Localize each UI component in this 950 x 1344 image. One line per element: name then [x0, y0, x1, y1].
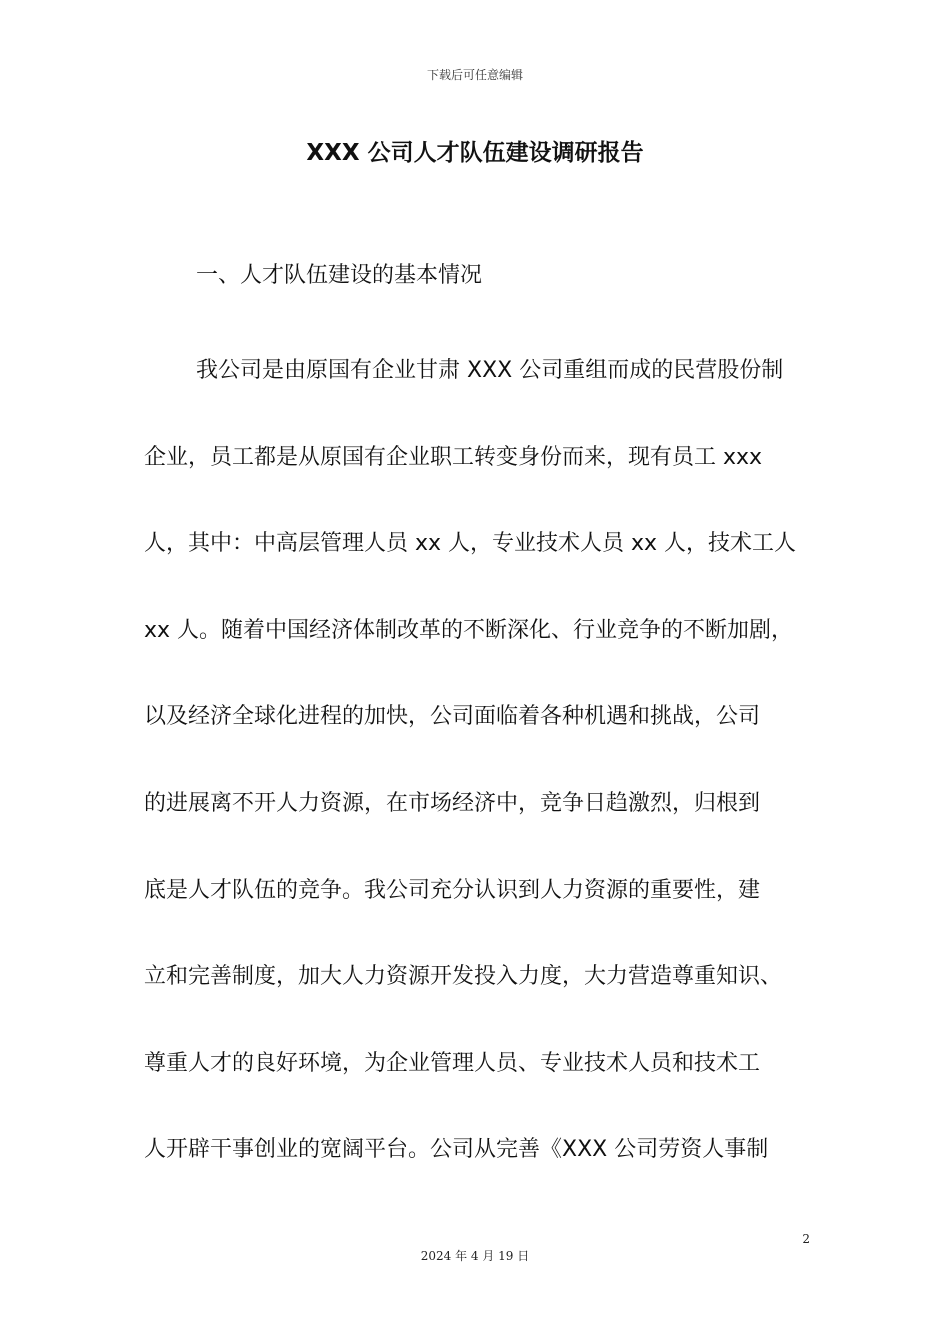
paragraph-line: 尊重人才的良好环境，为企业管理人员、专业技术人员和技术工: [144, 1050, 761, 1076]
paragraph-line: xx 人。随着中国经济体制改革的不断深化、行业竞争的不断加剧，: [144, 617, 794, 643]
body-paragraph: [144, 328, 809, 1194]
paragraph-line: 以及经济全球化进程的加快，公司面临着各种机遇和挑战，公司: [144, 704, 761, 730]
paragraph-line: 底是人才队伍的竞争。我公司充分认识到人力资源的重要性，建: [144, 877, 761, 903]
page-number: 2: [802, 1232, 810, 1246]
header-note: 下载后可任意编辑: [426, 68, 523, 82]
paragraph-line: 立和完善制度，加大人力资源开发投入力度，大力营造尊重知识、: [144, 964, 783, 990]
document-title: XXX 公司人才队伍建设调研报告: [306, 140, 644, 166]
paragraph-line: 人开辟干事创业的宽阔平台。公司从完善《XXX 公司劳资人事制: [144, 1137, 769, 1163]
paragraph-line: 的进展离不开人力资源，在市场经济中，竞争日趋激烈，归根到: [144, 790, 761, 816]
paragraph-line: 人，其中：中高层管理人员 xx 人，专业技术人员 xx 人，技术工人: [144, 531, 797, 557]
footer-date: 2024 年 4 月 19 日: [420, 1249, 530, 1263]
paragraph-line: 企业，员工都是从原国有企业职工转变身份而来，现有员工 xxx: [144, 444, 763, 470]
paragraph-line: 我公司是由原国有企业甘肃 XXX 公司重组而成的民营股份制: [196, 358, 784, 383]
section-heading: 一、人才队伍建设的基本情况: [196, 263, 483, 288]
